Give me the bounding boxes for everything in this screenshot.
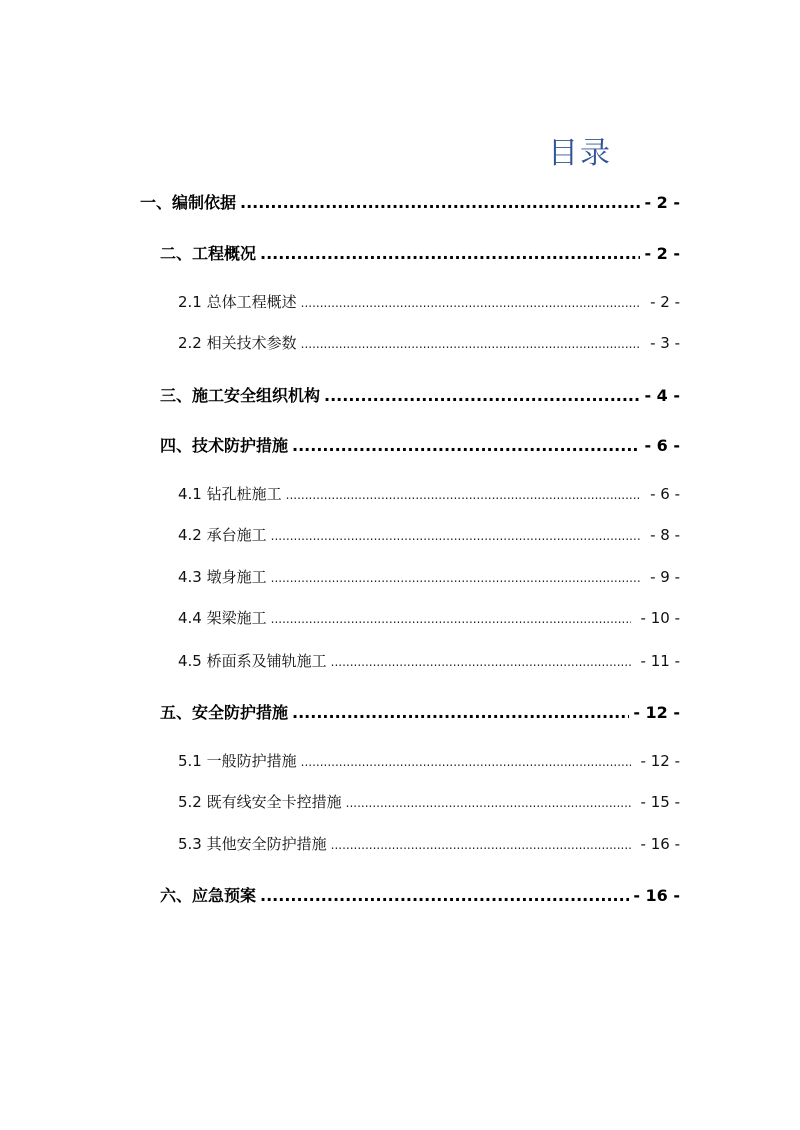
toc-entry-page: - 8 - bbox=[650, 526, 680, 544]
dot-leader bbox=[260, 886, 629, 905]
toc-entry-page: - 12 - bbox=[633, 703, 680, 722]
toc-entry-label: 4.2 承台施工 bbox=[178, 526, 267, 544]
dot-leader bbox=[271, 529, 640, 543]
dot-leader bbox=[240, 193, 640, 212]
toc-entry-label: 四、技术防护措施 bbox=[160, 436, 289, 455]
toc-entry[interactable] bbox=[160, 883, 680, 906]
dot-leader bbox=[346, 796, 631, 810]
toc-entry[interactable] bbox=[160, 433, 680, 456]
dot-leader bbox=[292, 703, 629, 722]
toc-entry-label: 5.1 一般防护措施 bbox=[178, 752, 297, 770]
toc-entry[interactable] bbox=[178, 483, 680, 504]
dot-leader bbox=[301, 337, 640, 351]
dot-leader bbox=[331, 655, 631, 669]
toc-entry[interactable] bbox=[178, 566, 680, 587]
dot-leader bbox=[260, 244, 640, 263]
toc-entry-page: - 15 - bbox=[640, 793, 680, 811]
toc-entry-page: - 16 - bbox=[633, 886, 680, 905]
toc-entry-label: 五、安全防护措施 bbox=[160, 703, 289, 722]
toc-entry-page: - 2 - bbox=[650, 293, 680, 311]
toc-entry-page: - 3 - bbox=[650, 334, 680, 352]
toc-entry-label: 六、应急预案 bbox=[160, 886, 257, 905]
toc-entry[interactable] bbox=[178, 750, 680, 771]
toc-entry-page: - 2 - bbox=[644, 244, 680, 263]
toc-entry-page: - 6 - bbox=[644, 436, 680, 455]
dot-leader bbox=[286, 488, 640, 502]
toc-entry[interactable] bbox=[178, 650, 680, 671]
dot-leader bbox=[271, 612, 631, 626]
dot-leader bbox=[292, 436, 640, 455]
toc-entry-page: - 2 - bbox=[644, 193, 680, 212]
toc-entry-label: 4.4 架梁施工 bbox=[178, 609, 267, 627]
dot-leader bbox=[301, 755, 631, 769]
toc-entry-label: 二、工程概况 bbox=[160, 244, 257, 263]
toc-entry[interactable] bbox=[178, 332, 680, 353]
toc-entry-label: 4.5 桥面系及铺轨施工 bbox=[178, 652, 327, 670]
toc-entry-page: - 16 - bbox=[640, 835, 680, 853]
toc-entry[interactable] bbox=[160, 383, 680, 406]
toc-entry-label: 一、编制依据 bbox=[140, 193, 237, 212]
toc-entry-label: 5.3 其他安全防护措施 bbox=[178, 835, 327, 853]
toc-entry-label: 4.1 钻孔桩施工 bbox=[178, 485, 282, 503]
toc-entry-label: 5.2 既有线安全卡控措施 bbox=[178, 793, 342, 811]
toc-entry-page: - 6 - bbox=[650, 485, 680, 503]
toc-entry-page: - 12 - bbox=[640, 752, 680, 770]
toc-entry-page: - 11 - bbox=[640, 652, 680, 670]
toc-entry[interactable] bbox=[160, 241, 680, 264]
toc-entry-page: - 10 - bbox=[640, 609, 680, 627]
toc-entry-label: 三、施工安全组织机构 bbox=[160, 386, 321, 405]
toc-entry[interactable] bbox=[178, 833, 680, 854]
toc-entry-label: 4.3 墩身施工 bbox=[178, 568, 267, 586]
toc-entry[interactable] bbox=[178, 791, 680, 812]
dot-leader bbox=[301, 296, 640, 310]
dot-leader bbox=[324, 386, 640, 405]
toc-title: 目录 bbox=[548, 136, 612, 171]
toc-entry-label: 2.1 总体工程概述 bbox=[178, 293, 297, 311]
toc-entry[interactable] bbox=[178, 607, 680, 628]
toc-entry-label: 2.2 相关技术参数 bbox=[178, 334, 297, 352]
toc-entry[interactable] bbox=[178, 291, 680, 312]
toc-entry-page: - 4 - bbox=[644, 386, 680, 405]
dot-leader bbox=[271, 571, 640, 585]
dot-leader bbox=[331, 838, 631, 852]
toc-entry-page: - 9 - bbox=[650, 568, 680, 586]
toc-entry[interactable] bbox=[160, 700, 680, 723]
toc-entry[interactable] bbox=[140, 190, 680, 213]
toc-entry[interactable] bbox=[178, 524, 680, 545]
